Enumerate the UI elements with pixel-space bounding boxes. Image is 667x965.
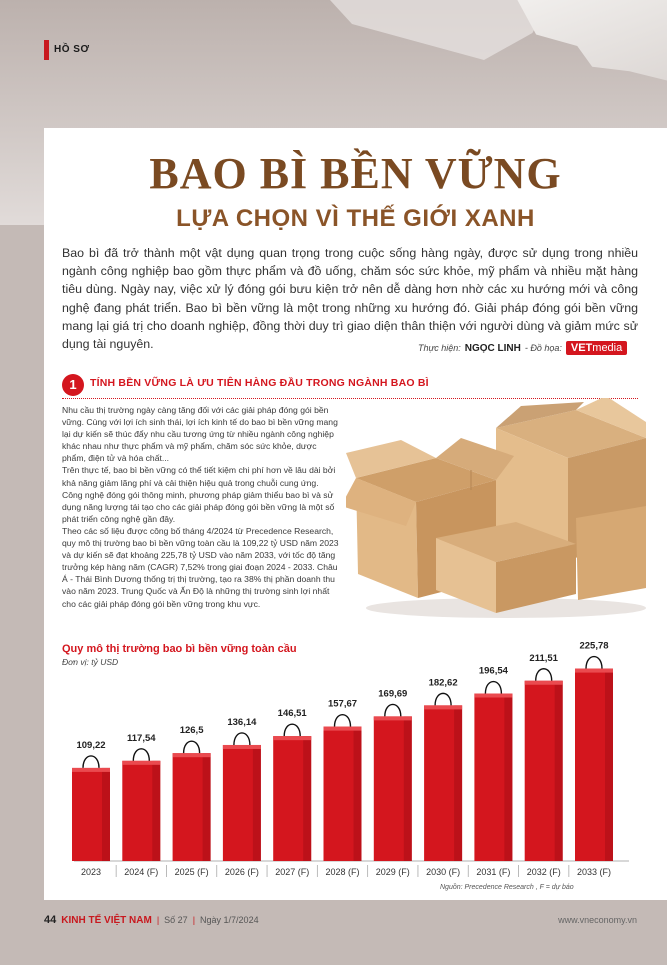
footer-info — [44, 914, 259, 926]
bar-handle — [485, 682, 501, 694]
section-label: HỒ SƠ — [54, 44, 90, 55]
page-number: 44 — [44, 914, 57, 926]
bar-top — [72, 768, 110, 772]
category-label: 2030 (F) — [426, 867, 461, 877]
bar-top — [374, 716, 412, 720]
bar-top — [324, 727, 362, 731]
website-url: www.vneconomy.vn — [558, 915, 637, 925]
bar-shade — [404, 716, 412, 861]
bar-shade — [555, 681, 563, 861]
bar-shade — [504, 694, 512, 861]
credits — [418, 341, 627, 355]
section-marker — [44, 40, 49, 60]
bar-handle — [133, 749, 149, 761]
bar-value-label: 225,78 — [579, 640, 609, 652]
bar-top — [424, 705, 462, 709]
bar-shade — [354, 727, 362, 861]
bar-value-label: 126,5 — [179, 725, 204, 737]
bar-handle — [184, 741, 200, 753]
bar-value-label: 146,51 — [277, 708, 307, 720]
bar-handle — [385, 704, 401, 716]
category-label: 2033 (F) — [576, 867, 612, 877]
bar-value-label: 182,62 — [428, 677, 458, 689]
category-label: 2025 (F) — [174, 867, 209, 877]
bar-handle — [335, 715, 351, 727]
bar-handle — [83, 756, 99, 768]
bar-top — [525, 681, 563, 685]
bar-shade — [605, 669, 613, 861]
cardboard-boxes-illustration — [346, 398, 646, 620]
page-footer — [0, 900, 667, 965]
issue-date: Ngày 1/7/2024 — [200, 915, 259, 925]
section-heading: TÍNH BỀN VỮNG LÀ ƯU TIÊN HÀNG ĐẦU TRONG NGÀNH BAO BÌ — [90, 377, 429, 389]
category-label: 2028 (F) — [325, 867, 360, 877]
paragraph: Trên thực tế, bao bì bền vững có thể tiết kiệm chi phí hơn về lâu dài bởi khả năng giảm lãng phí và cải thiện hiệu quả trong chuỗi cung ứng. Công nghệ đóng gói thông minh, phương pháp giảm thiểu bao bì và sử dụng năng lượng tái tạo cho các giải pháp đóng gói bền vững là một số phát triển công nghệ gần đây. — [62, 465, 336, 524]
category-label: 2029 (F) — [375, 867, 410, 877]
bar-top — [575, 669, 613, 673]
bar-top — [474, 694, 512, 698]
category-label: 2023 — [80, 867, 102, 877]
bar-value-label: 117,54 — [127, 732, 156, 744]
bar-top — [173, 753, 211, 757]
bar-value-label: 157,67 — [327, 698, 358, 710]
body-text — [62, 404, 340, 610]
category-label: 2031 (F) — [476, 867, 511, 877]
bar-value-label: 169,69 — [378, 688, 408, 700]
bar-shade — [303, 736, 311, 861]
vetmedia-logo: VETmedia — [566, 341, 627, 355]
category-label: 2026 (F) — [224, 867, 259, 877]
category-label: 2024 (F) — [124, 867, 159, 877]
intro-paragraph: Bao bì đã trở thành một vật dụng quan trọng trong cuộc sống hàng ngày, được sử dụng trong nhiều ngành công nghiệp bao gồm thực phẩm và đồ uống, chăm sóc sức khỏe, mỹ phẩm và nhiều mặt hàng tiêu dùng. Ngày nay, việc xử lý đóng gói bưu kiện trở nên dễ dàng hơn nhờ các xu hướng mới và công nghệ đang phát triển. Bao bì bền vững là một trong những xu hướng đó. Giải pháp đóng gói bền vững mang lại giá trị cho doanh nghiệp, đồng thời duy trì giao diện thân thiện với người dùng và giảm mức sử dụng tài nguyên. — [62, 246, 638, 352]
graphic-label: - Đồ họa: — [524, 343, 562, 353]
bar-handle — [586, 657, 602, 669]
bar-handle — [536, 669, 552, 681]
article-title: BAO BÌ BỀN VỮNG — [149, 149, 562, 198]
bar-handle — [284, 724, 300, 736]
footer-separator: | — [156, 915, 160, 925]
bar-shade — [203, 753, 211, 861]
bar-top — [273, 736, 311, 740]
bar-shade — [152, 761, 160, 861]
chart-title: Quy mô thị trường bao bì bền vững toàn cầu — [62, 643, 297, 655]
market-size-bar-chart — [44, 620, 644, 895]
magazine-name: KINH TẾ VIỆT NAM — [61, 914, 152, 926]
chart-source: Nguồn: Precedence Research , F = dự báo — [440, 884, 574, 891]
bar-top — [122, 761, 160, 765]
bar-shade — [102, 768, 110, 861]
chart-unit: Đơn vị: tỷ USD — [62, 657, 119, 667]
category-label: 2027 (F) — [275, 867, 310, 877]
bar-handle — [234, 733, 250, 745]
section-number-badge: 1 — [62, 374, 84, 396]
author-name: NGỌC LINH — [464, 342, 521, 354]
bar-value-label: 109,22 — [76, 739, 106, 751]
category-label: 2032 (F) — [526, 867, 561, 877]
article-subtitle: LỰA CHỌN VÌ THẾ GIỚI XANH — [176, 205, 535, 232]
footer-separator: | — [192, 915, 196, 925]
bar-value-label: 136,14 — [227, 716, 257, 728]
bar-value-label: 196,54 — [478, 665, 508, 677]
issue-number: Số 27 — [164, 915, 188, 925]
bar-shade — [253, 745, 261, 861]
paragraph: Theo các số liệu được công bố tháng 4/2024 từ Precedence Research, quy mô thị trường bao bì bền vững toàn cầu là 109,22 tỷ USD năm 2023 và dự kiến sẽ đạt khoảng 225,78 tỷ USD vào năm 2033, với tốc độ tăng trưởng kép hàng năm (CAGR) 7,52% trong giai đoạn 2024 - 2033. Châu Á - Thái Bình Dương thống trị thị trường, tạo ra 38% thị phần doanh thu vào năm 2023. Trung Quốc và Ấn Độ là những thị trường sinh lợi nhất cho các giải pháp đóng gói bền vững trong khu vực. — [62, 525, 339, 609]
bar-top — [223, 745, 261, 749]
bar-handle — [435, 693, 451, 705]
bar-value-label: 211,51 — [529, 652, 558, 664]
bar-shade — [454, 705, 462, 861]
paragraph: Nhu cầu thị trường ngày càng tăng đối với các giải pháp đóng gói bền vững. Cùng với lợi ích sinh thái, lợi ích kinh tế do bao bì bền vững mang lại dự kiến sẽ thúc đẩy nhu cầu tương ứng từ nhiều ngành công nghiệp khác nhau như thực phẩm và mỹ phẩm, chăm sóc sức khỏe, dược phẩm, điện tử và hóa chất... — [62, 405, 338, 464]
author-label: Thực hiện: — [418, 343, 461, 353]
